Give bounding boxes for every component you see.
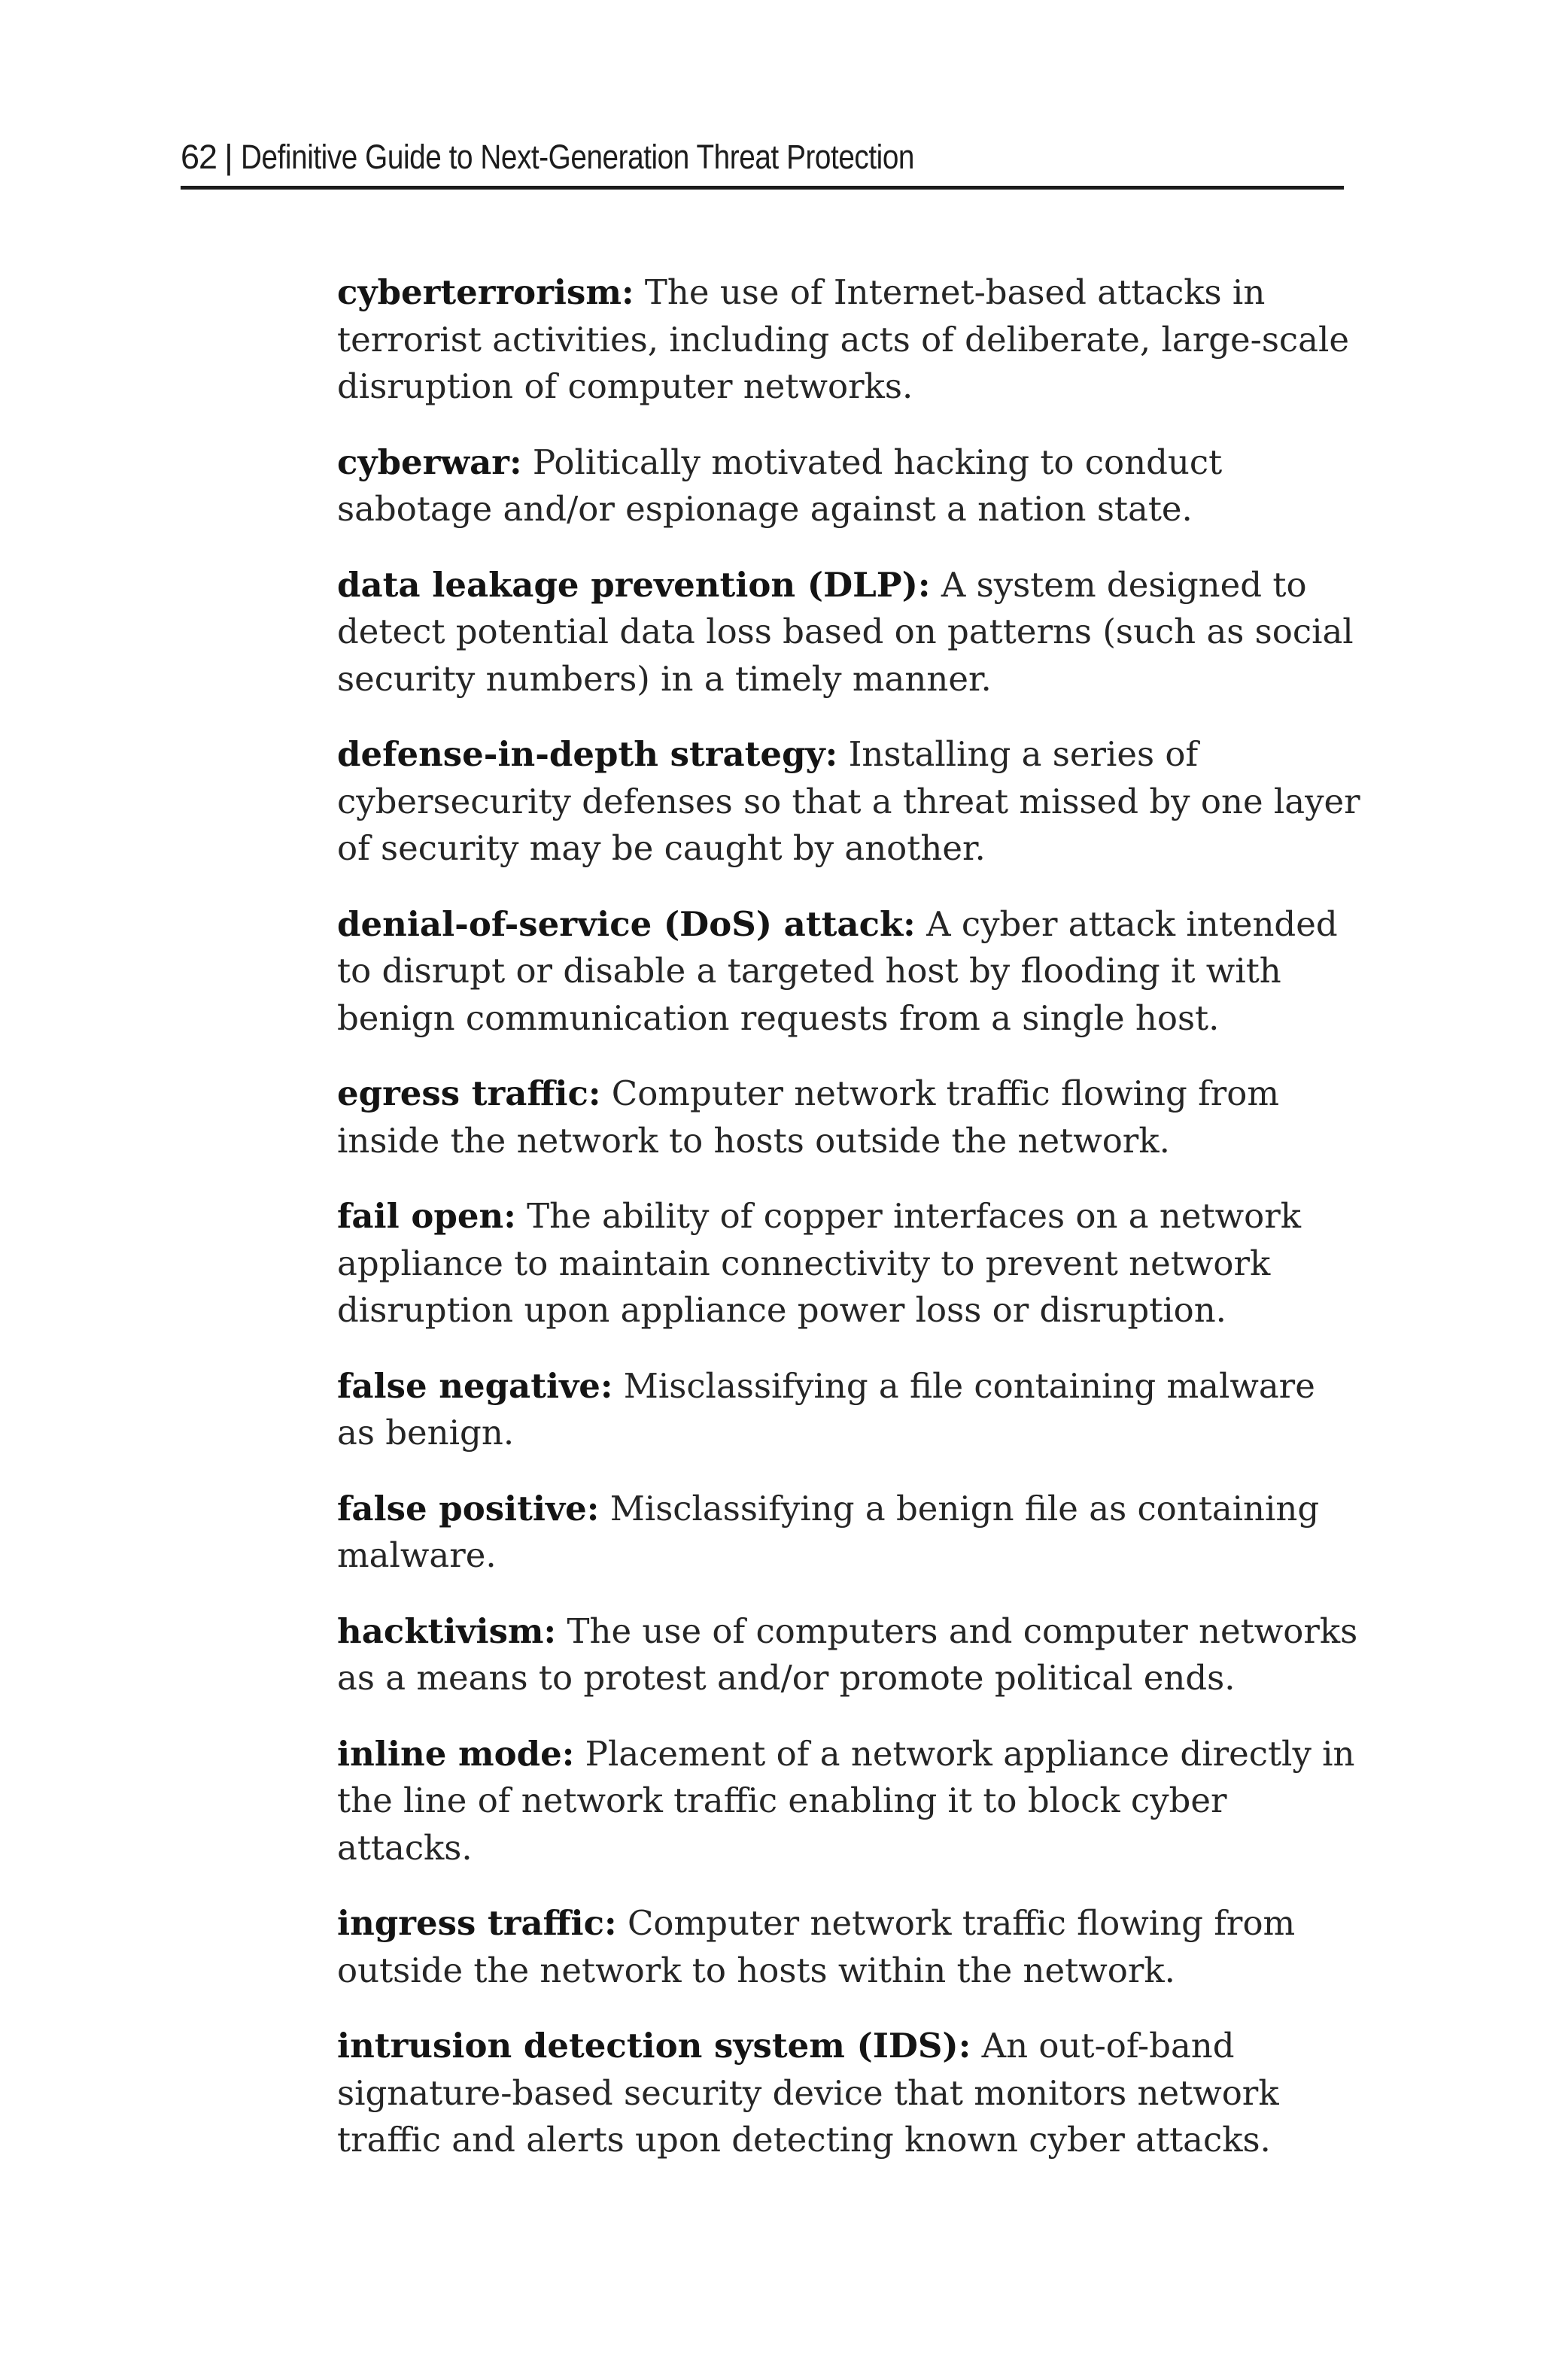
glossary-term: defense-in-depth strategy:	[337, 734, 838, 774]
glossary-term: false negative:	[337, 1365, 613, 1406]
glossary-entry	[337, 439, 1360, 533]
glossary-term: ingress traffic:	[337, 1903, 617, 1943]
glossary-term: inline mode:	[337, 1733, 575, 1774]
glossary-definition: The use of Internet-based attacks in terrorist activities, including acts of deliberate, large-scale disruption of computer networks.	[337, 272, 1349, 406]
glossary-term: egress traffic:	[337, 1073, 601, 1113]
glossary-definition: An out-of-band signature-based security device that monitors network traffic and alerts upon detecting known cyber attacks.	[337, 2026, 1279, 2160]
glossary-entry	[337, 1900, 1360, 1994]
glossary-entry	[337, 2023, 1360, 2164]
glossary-entry	[337, 1486, 1360, 1580]
glossary-definition: The ability of copper interfaces on a network appliance to maintain connectivity to prevent network disruption upon appliance power loss or disruption.	[337, 1196, 1301, 1330]
glossary-term: cyberwar:	[337, 442, 522, 482]
glossary-list	[337, 269, 1360, 2193]
header-separator: |	[224, 138, 233, 176]
glossary-definition: A cyber attack intended to disrupt or disable a targeted host by flooding it with benign communication requests from a single host.	[337, 903, 1338, 1038]
glossary-term: hacktivism:	[337, 1610, 557, 1651]
glossary-term: fail open:	[337, 1196, 516, 1236]
glossary-entry	[337, 731, 1360, 873]
glossary-entry	[337, 1363, 1360, 1457]
glossary-term: denial-of-service (DoS) attack:	[337, 903, 916, 944]
glossary-definition: The use of computers and computer networks as a means to protest and/or promote political ends.	[337, 1610, 1358, 1698]
glossary-definition: Misclassifying a file containing malware as benign.	[337, 1365, 1315, 1453]
glossary-entry	[337, 1193, 1360, 1334]
glossary-entry	[337, 562, 1360, 703]
running-header	[181, 134, 1344, 190]
glossary-definition: Computer network traffic flowing from outside the network to hosts within the network.	[337, 1903, 1296, 1990]
glossary-definition: Misclassifying a benign file as containing malware.	[337, 1488, 1320, 1575]
glossary-entry	[337, 901, 1360, 1043]
glossary-entry	[337, 269, 1360, 411]
glossary-definition: A system designed to detect potential data loss based on patterns (such as social security numbers) in a timely manner.	[337, 564, 1354, 699]
glossary-term: cyberterrorism:	[337, 272, 634, 312]
glossary-entry	[337, 1070, 1360, 1164]
glossary-definition: Installing a series of cybersecurity defenses so that a threat missed by one layer of security may be caught by another.	[337, 734, 1360, 868]
page-number: 62	[181, 138, 217, 176]
book-title: Definitive Guide to Next-Generation Threat Protection	[240, 138, 914, 176]
glossary-entry	[337, 1731, 1360, 1872]
glossary-term: false positive:	[337, 1488, 600, 1528]
glossary-term: data leakage prevention (DLP):	[337, 564, 931, 605]
glossary-definition: Politically motivated hacking to conduct sabotage and/or espionage against a nation state.	[337, 442, 1223, 529]
glossary-entry	[337, 1608, 1360, 1702]
glossary-term: intrusion detection system (IDS):	[337, 2026, 971, 2066]
glossary-definition: Computer network traffic flowing from inside the network to hosts outside the network.	[337, 1073, 1280, 1161]
glossary-definition: Placement of a network appliance directly in the line of network traffic enabling it to block cyber attacks.	[337, 1733, 1355, 1868]
